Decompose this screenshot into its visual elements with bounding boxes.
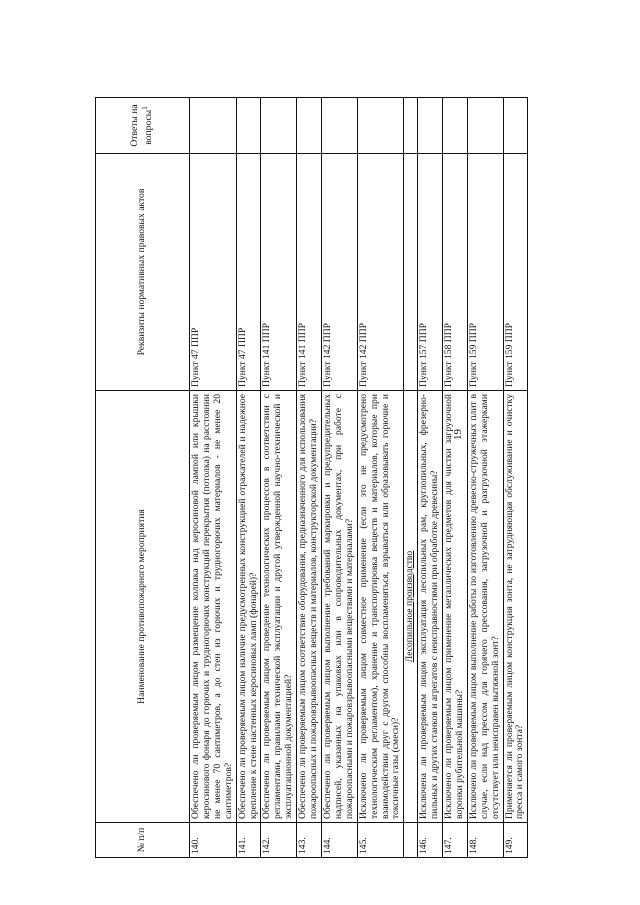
row-requisites: Пункт 142 ППР bbox=[357, 154, 404, 391]
row-answer-cell[interactable] bbox=[443, 98, 468, 154]
header-answers: Ответы на вопросы$^1$ bbox=[96, 98, 190, 154]
table-row bbox=[297, 98, 322, 858]
row-answer-cell[interactable] bbox=[357, 98, 404, 154]
row-number: 146. bbox=[418, 823, 443, 858]
header-name: Наименование противопожарного мероприятия bbox=[96, 391, 190, 823]
row-text: Исключена ли проверяемым лицом эксплуатация лесопильных рам, круглопильных, фрезерно-пильных и других станков и агрегатов с неисправностями при обработке древесины? bbox=[418, 391, 443, 823]
row-requisites: Пункт 159 ППР bbox=[503, 154, 528, 391]
row-number: 142. bbox=[261, 823, 297, 858]
row-answer-cell[interactable] bbox=[503, 98, 528, 154]
table-row bbox=[418, 98, 443, 858]
checklist-table bbox=[95, 97, 528, 858]
row-requisites: Пункт 159 ППР bbox=[467, 154, 503, 391]
row-answer-cell[interactable] bbox=[467, 98, 503, 154]
row-requisites: Пункт 47 ППР bbox=[190, 154, 237, 391]
row-answer-cell[interactable] bbox=[297, 98, 322, 154]
row-requisites: Пункт 141 ППР bbox=[261, 154, 297, 391]
header-num: № п/п bbox=[96, 823, 190, 858]
row-text: Исключено ли проверяемым лицом выполнение работы по изготовлению древесно-стружечных плит в случае, если над прессом для горячего прессования, загрузочной и разгрузочной этажерками отсутствует или неисправен вытяжной зонт? bbox=[467, 391, 503, 823]
row-answer-cell[interactable] bbox=[321, 98, 357, 154]
table-row bbox=[190, 98, 237, 858]
row-number: 143. bbox=[297, 823, 322, 858]
table-header-row bbox=[96, 98, 190, 858]
table-row bbox=[236, 98, 261, 858]
row-requisites: Пункт 142 ППР bbox=[321, 154, 357, 391]
table-row bbox=[443, 98, 468, 858]
row-answer-cell[interactable] bbox=[418, 98, 443, 154]
row-text: Исключено ли проверяемым лицом применение металлических предметов для чистки загрузочной воронки рубительной машины? bbox=[443, 391, 468, 823]
row-answer-cell[interactable] bbox=[190, 98, 237, 154]
table-row bbox=[261, 98, 297, 858]
row-number: 145. bbox=[357, 823, 404, 858]
table-row bbox=[357, 98, 404, 858]
row-number: 149. bbox=[503, 823, 528, 858]
row-number: 148. bbox=[467, 823, 503, 858]
row-text: Обеспечено ли проверяемым лицом проведение технологических процессов в соответствии с регламентами, правилами технической эксплуатации и другой утвержденной научно-технической и эксплуатационной документацией? bbox=[261, 391, 297, 823]
row-requisites: Пункт 141 ППР bbox=[297, 154, 322, 391]
row-text: Обеспечено ли проверяемым лицом наличие предусмотренных конструкцией отражателей и надежное крепление к стене настенных керосиновых ламп (фонарей)? bbox=[236, 391, 261, 823]
table-row bbox=[503, 98, 528, 858]
row-number: 141. bbox=[236, 823, 261, 858]
row-number: 147. bbox=[443, 823, 468, 858]
row-answer-cell[interactable] bbox=[236, 98, 261, 154]
section-title: Лесопильное производство bbox=[404, 391, 418, 823]
row-text: Применяется ли проверяемым лицом конструкция зонта, не затрудняющая обслуживание и очистку пресса и самого зонта? bbox=[503, 391, 528, 823]
table-row bbox=[467, 98, 503, 858]
header-requisites: Реквизиты нормативных правовых актов bbox=[96, 154, 190, 391]
row-text: Обеспечено ли проверяемым лицом соответствие оборудования, предназначенного для использования пожароопасных и пожаровзрывоопасных веществ и материалов, конструкторской документации? bbox=[297, 391, 322, 823]
table-row bbox=[321, 98, 357, 858]
row-requisites: Пункт 47 ППР bbox=[236, 154, 261, 391]
row-text: Исключено ли проверяемым лицом совместное применение (если это не предусмотрено технологическим регламентом), хранение и транспортировка веществ и материалов, которые при взаимодействии друг с другом способны воспламеняться, взрываться или образовывать горючие и токсичные газы (смеси)? bbox=[357, 391, 404, 823]
rotated-page bbox=[95, 98, 620, 858]
section-row bbox=[404, 98, 418, 858]
row-text: Обеспечено ли проверяемым лицом размещение колпака над керосиновой лампой или крышки керосинового фонаря до горючих и трудногорючих конструкций перекрытия (потолка) на расстоянии не менее 70 сантиметров, а до стен из горючих и трудногорючих материалов - не менее 20 сантиметров? bbox=[190, 391, 237, 823]
row-answer-cell[interactable] bbox=[261, 98, 297, 154]
row-requisites: Пункт 157 ППР bbox=[418, 154, 443, 391]
row-text: Обеспечено ли проверяемым лицом выполнение требований маркировки и предупредительных надписей, указанных на упаковках или в сопроводительных документах, при работе с пожароопасными и пожаровзрывоопасными веществами и материалами? bbox=[321, 391, 357, 823]
row-number: 144. bbox=[321, 823, 357, 858]
page-number: 19 bbox=[452, 429, 464, 440]
row-requisites: Пункт 158 ППР bbox=[443, 154, 468, 391]
row-number: 140. bbox=[190, 823, 237, 858]
